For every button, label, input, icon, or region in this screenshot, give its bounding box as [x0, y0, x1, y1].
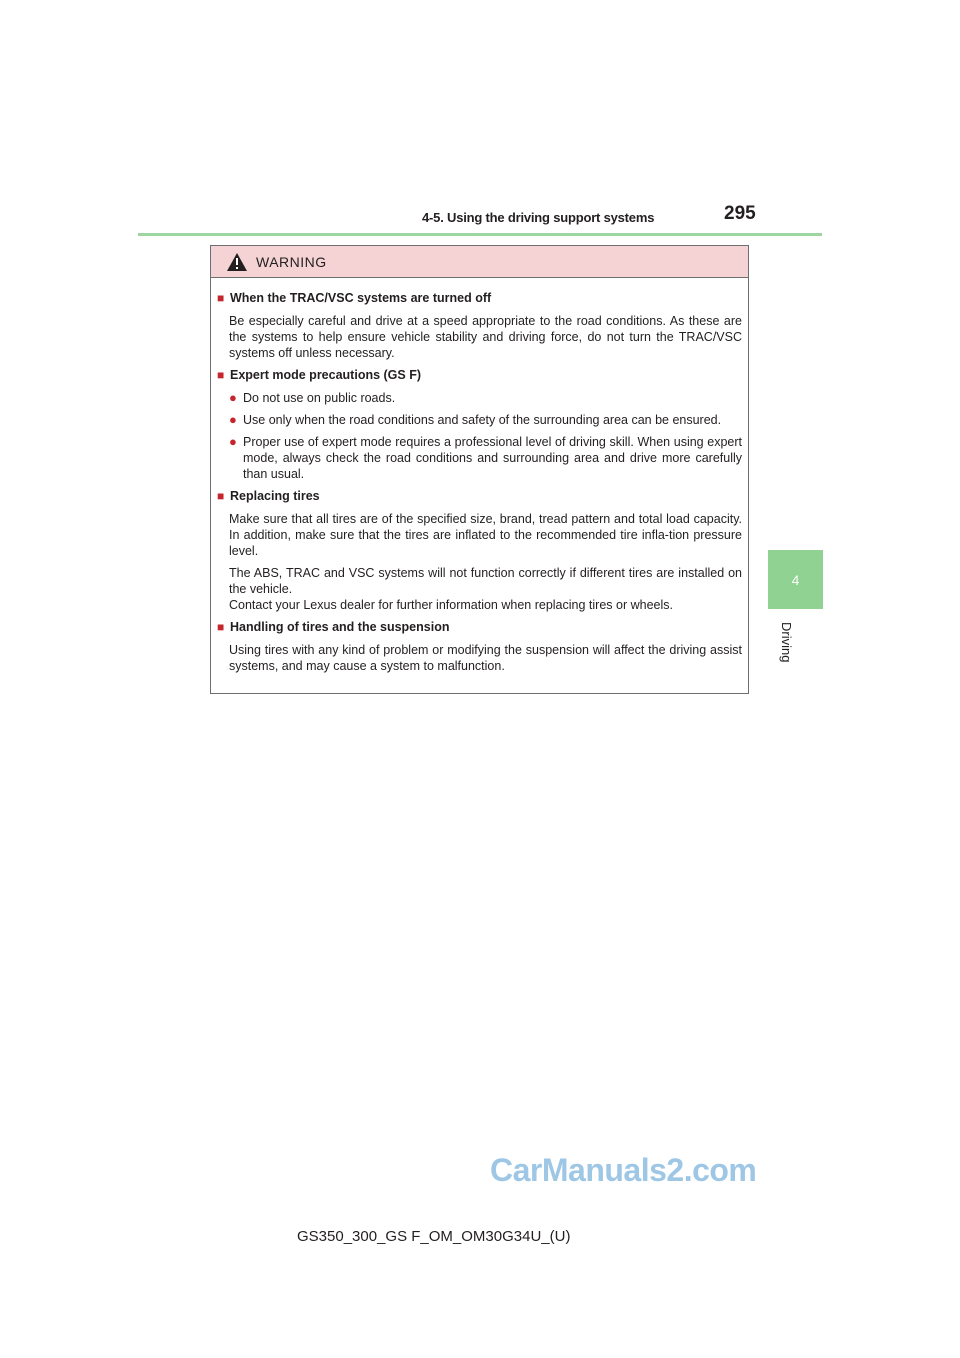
section-paragraph: The ABS, TRAC and VSC systems will not function correctly if different tires are installed on the vehicle. — [229, 566, 742, 596]
chapter-number: 4 — [791, 571, 800, 588]
square-bullet-icon: ■ — [217, 489, 225, 503]
chapter-label — [772, 622, 812, 682]
section-heading: ■ Replacing tires — [217, 489, 320, 503]
page-number: 295 — [724, 203, 756, 224]
circle-bullet-icon: ● — [229, 390, 237, 405]
list-item: ● Do not use on public roads. — [229, 390, 396, 405]
square-bullet-icon: ■ — [217, 368, 225, 382]
section-heading: ■ Expert mode precautions (GS F) — [217, 368, 422, 382]
section-paragraph: Be especially careful and drive at a speed appropriate to the road conditions. As these are the systems to help ensure vehicle stability and driving force, do not turn the TRAC/VSC systems off unless necessary. — [229, 314, 742, 360]
section-heading: ■ Handling of tires and the suspension — [217, 620, 450, 634]
warning-title: WARNING — [256, 253, 327, 270]
chapter-label-text: Driving — [779, 622, 794, 663]
circle-bullet-icon: ● — [229, 412, 237, 427]
watermark: CarManuals2.com — [490, 1152, 757, 1188]
section-paragraph: Make sure that all tires are of the specified size, brand, tread pattern and total load capacity. In addition, make sure that the tires are inflated to the recommended tire infla-tion pressure level. — [229, 512, 742, 558]
warning-body — [211, 278, 748, 674]
header-section-title: 4-5. Using the driving support systems — [422, 210, 655, 225]
footer-code: GS350_300_GS F_OM_OM30G34U_(U) — [297, 1228, 571, 1245]
square-bullet-icon: ■ — [217, 291, 225, 305]
chapter-tab — [768, 550, 823, 609]
list-item: ● Proper use of expert mode requires a professional level of driving skill. When using expert mode, always check the road conditions and surrounding area and drive more carefully than usual. — [229, 434, 742, 481]
warning-header — [211, 246, 748, 278]
warning-triangle-icon — [226, 252, 248, 272]
section-heading: ■ When the TRAC/VSC systems are turned off — [217, 291, 492, 305]
header-rule — [138, 233, 822, 236]
section-paragraph: Contact your Lexus dealer for further information when replacing tires or wheels. — [229, 598, 673, 612]
warning-box — [210, 245, 749, 694]
list-item: ● Use only when the road conditions and safety of the surrounding area can be ensured. — [229, 412, 722, 427]
section-paragraph: Using tires with any kind of problem or modifying the suspension will affect the driving assist systems, and may cause a system to malfunction. — [229, 643, 742, 673]
square-bullet-icon: ■ — [217, 620, 225, 634]
circle-bullet-icon: ● — [229, 434, 237, 449]
